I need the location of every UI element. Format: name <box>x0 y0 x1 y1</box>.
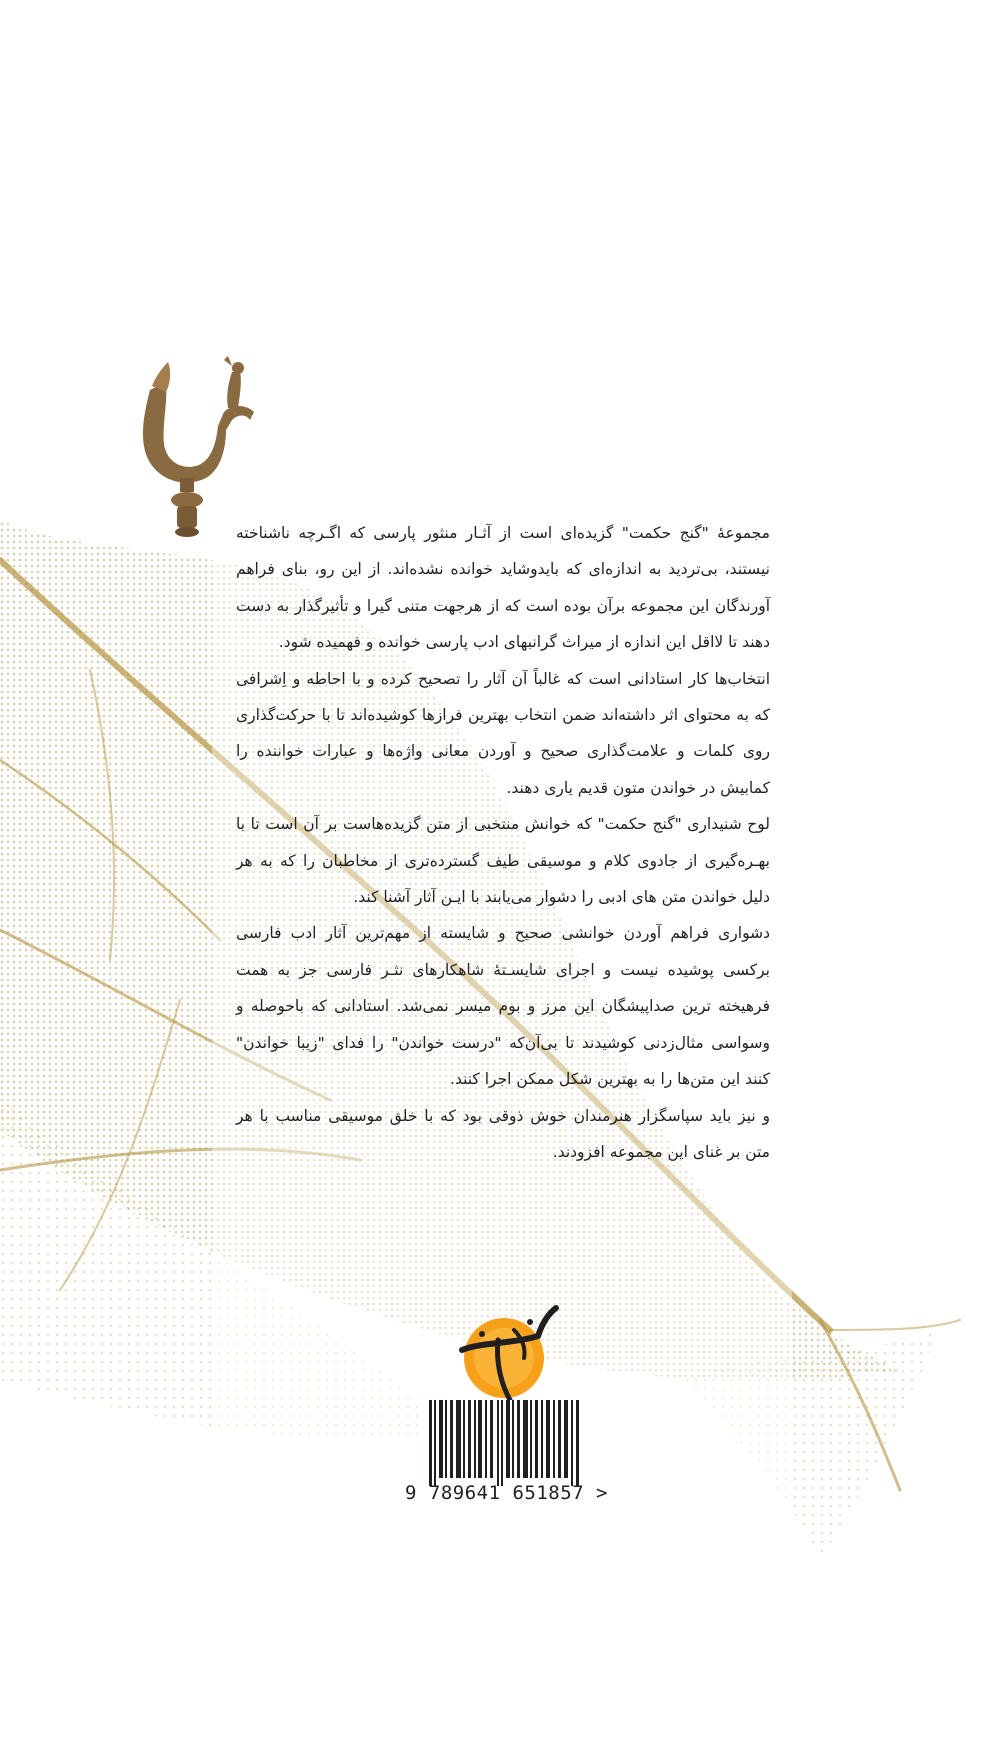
back-cover-text <box>236 515 770 1170</box>
paragraph-1: مجموعهٔ "گنج حکمت" گزیده‌ای است از آثـار منثور پارسی که اگـرچه ناشناخته نیستند، بی‌تردید به اندازه‌ای که باید‌و‌شاید خوانده نشده‌اند. از این رو، بنای فراهم آورندگان این مجموعه برآن بوده است که از هرجهت متنی گیرا و تأثیرگذار به دست دهند تا لااقل این اندازه از میراث گرانبهای ادب پارسی خوانده و فهمیده شود. <box>236 524 770 652</box>
paragraph-2: انتخاب‌ها کار استادانی است که غالباً آن آثار را تصحیح کرده و با احاطه و اِشرافی که به محتوای اثر داشته‌اند ضمن انتخاب بهترین فرازها کوشیده‌اند تا با حرکت‌گذاری روی کلمات و علامت‌گذاری صحیح و آوردن معانی واژه‌ها و عبارات خواننده را کمابیش در خواندن متون قدیم یاری دهند. <box>236 669 770 797</box>
paragraph-4: دشواری فراهم آوردن خوانشی صحیح و شایسته از مهم‌ترین آثار ادب فارسی برکسی پوشیده نیست و اجرای شایسـتهٔ شاهکارهای نثـر فارسی جز به همت فرهیخته ترین صداپیشگان این مرز و بوم میسر نمی‌شد. استادانی که با‌حوصله و وسواسی مثال‌زدنی کوشیدند تا بی‌آن‌که "درست خواندن" را فدای "زیبا خواندن" کنند این متن‌ها را به بهترین شکل ممکن اجرا کنند. <box>236 924 770 1089</box>
paragraph-3: لوح شنیداری "گنج حکمت" که خوانش منتخبی از متن گزیده‌هاست بر آن است تا با بهـره‌گیری از جادوی کلام و موسیقی طیف گسترده‌تری از مخاطبان را که به هر دلیل خواندن متن های ادبی را دشوار می‌یابند با ایـن آثار آشنا کند. <box>236 815 770 907</box>
ganj-hekmat-logo-icon <box>452 1300 567 1410</box>
paragraph-5: و نیز باید سپاسگزار هنرمندان خوش ذوقی بود که با خلق موسیقی مناسب با هر متن بر غنای این مجموعه افزودند. <box>236 1106 770 1161</box>
isbn-digits: 9 789641 651857 > <box>405 1482 608 1504</box>
